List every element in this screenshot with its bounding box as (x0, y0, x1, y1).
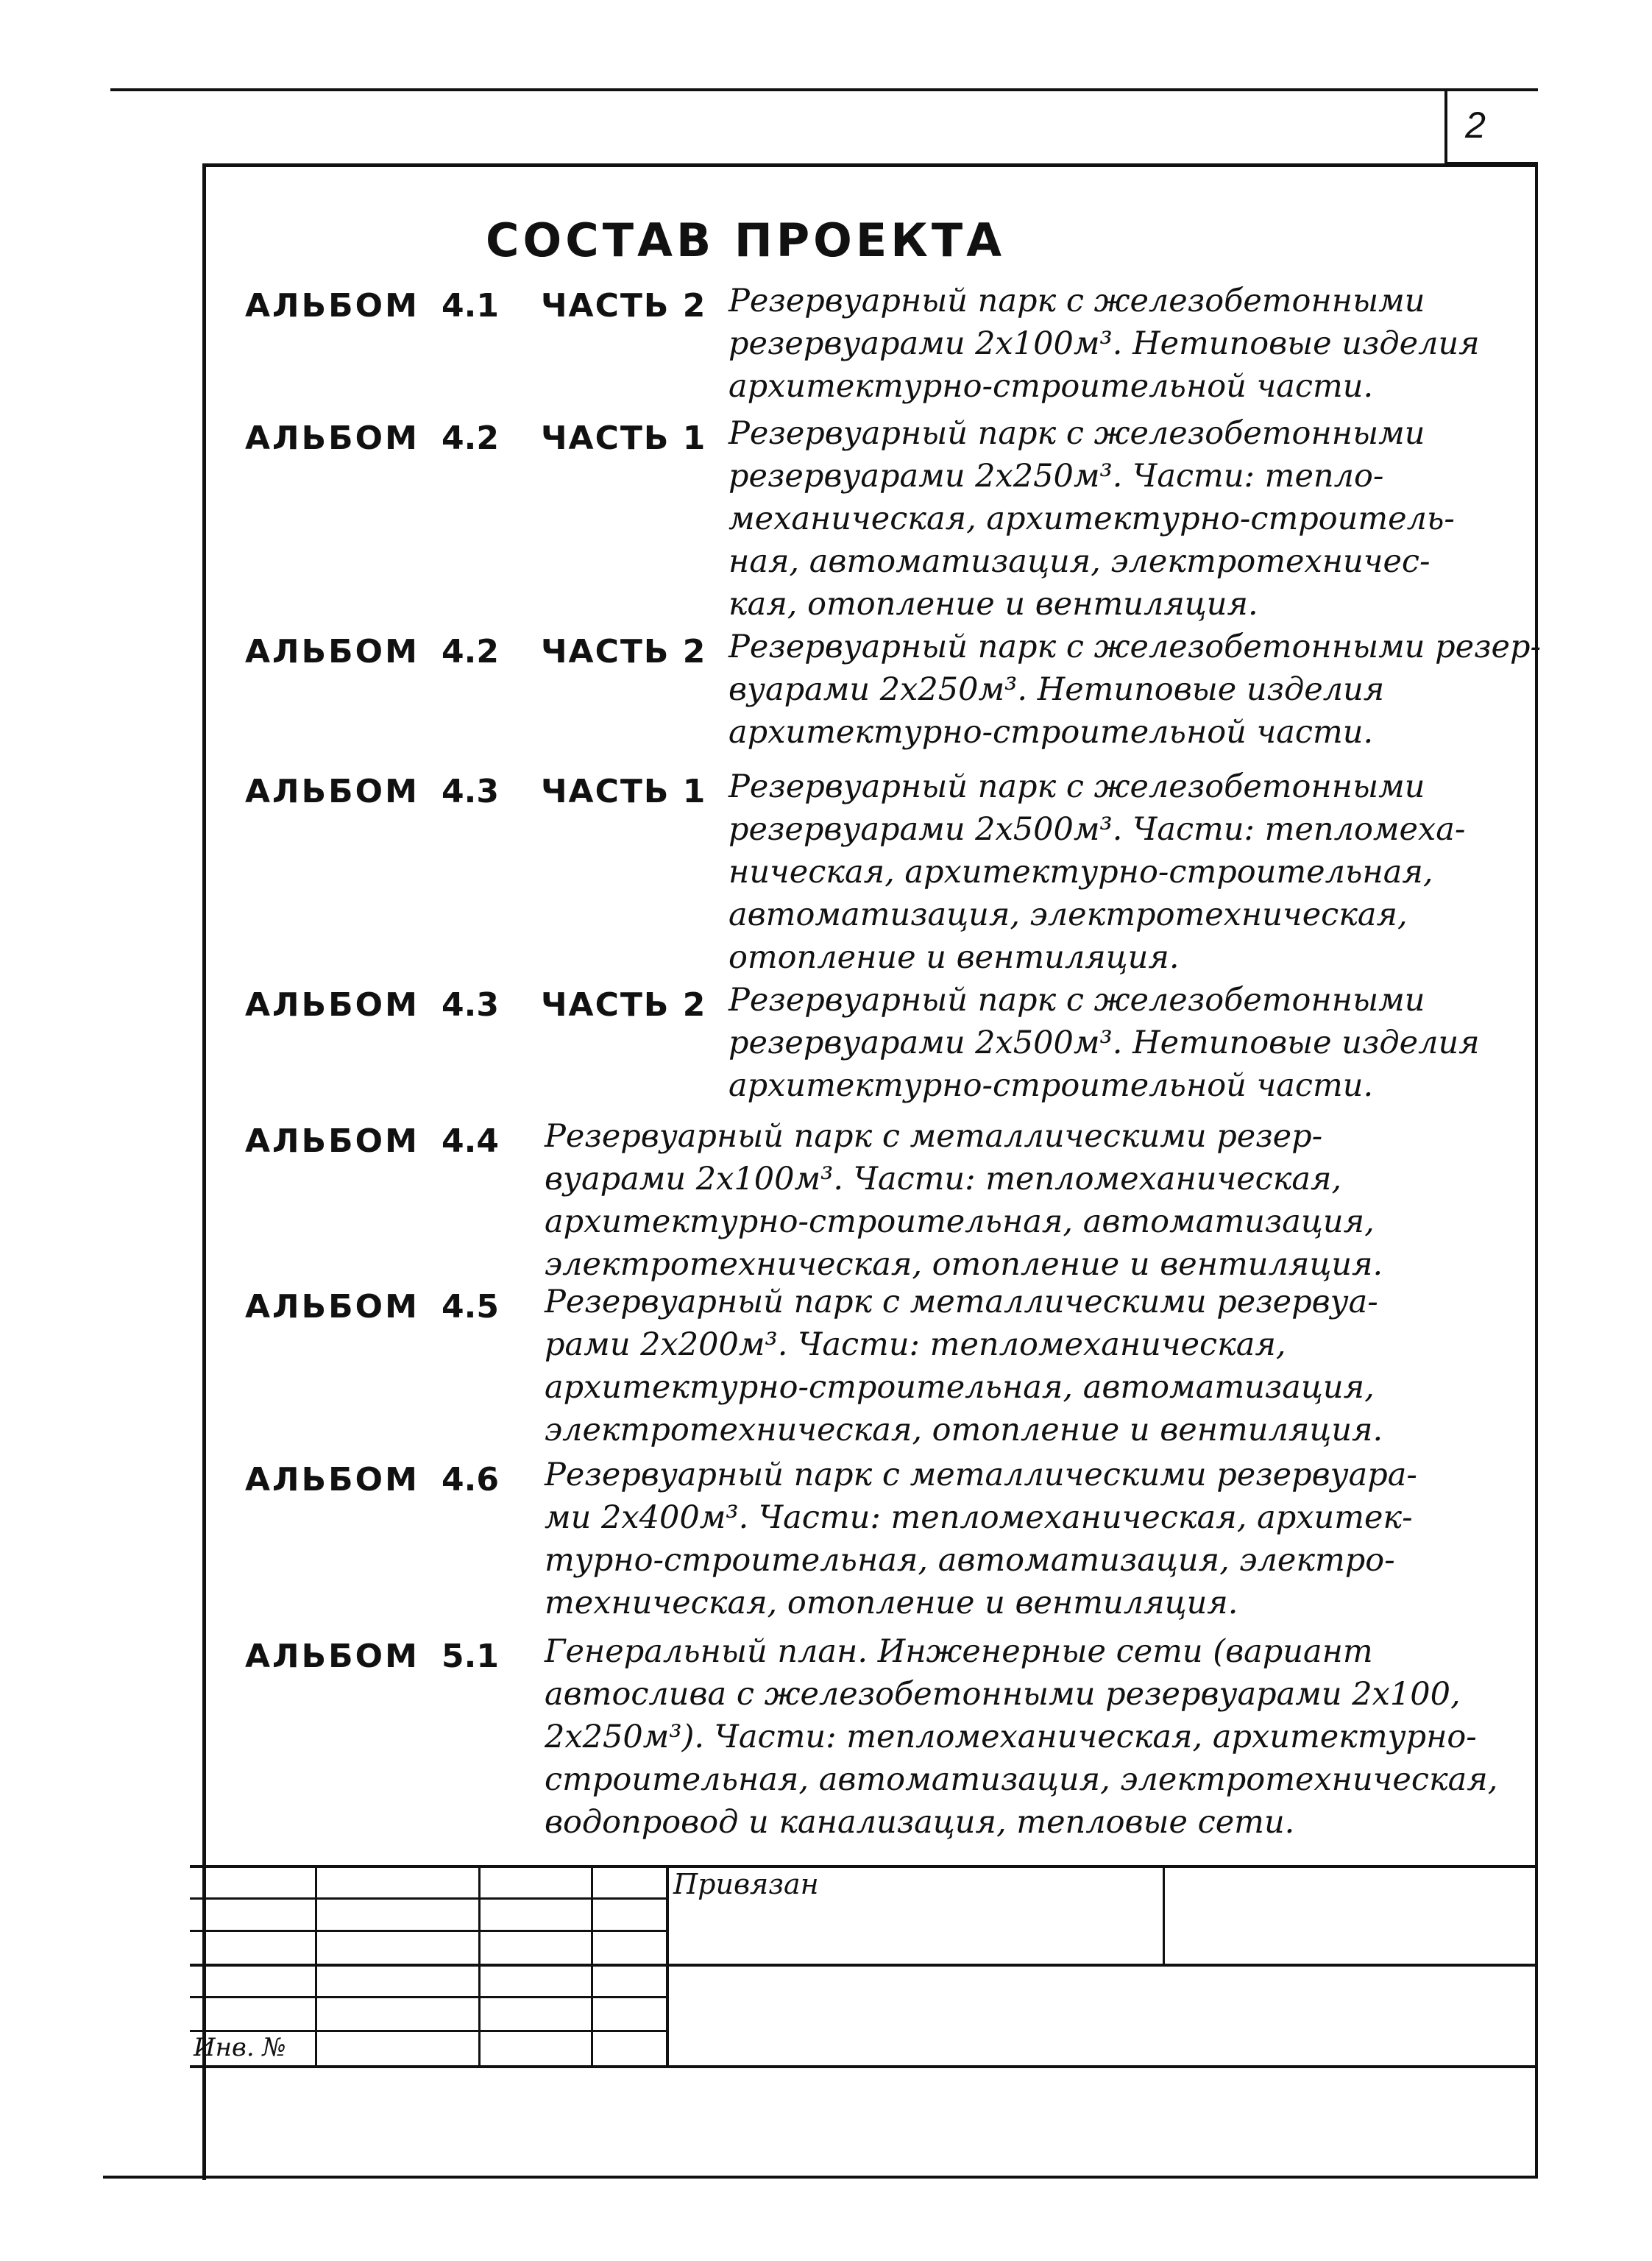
album-number: 4.3 (442, 773, 499, 810)
description-line: Генеральный план. Инженерные сети (вариант (545, 1633, 1373, 1670)
bound-label: Привязан (673, 1868, 819, 1900)
description-line: резервуарами 2х500м³. Части: тепломеха- (728, 811, 1466, 848)
stamp-col-2 (478, 1865, 481, 2067)
description-line: автоматизация, электротехническая, (728, 896, 1408, 933)
description-line: резервуарами 2х250м³. Части: тепло- (728, 458, 1384, 495)
album-number: 4.4 (442, 1122, 499, 1160)
album-label: АЛЬБОМ (245, 287, 419, 325)
description-line: вуарами 2х100м³. Части: тепломеханическая, (545, 1161, 1342, 1197)
frame-top (202, 163, 1538, 167)
description-line: рами 2х200м³. Части: тепломеханическая, (545, 1326, 1286, 1363)
stamp-row-5 (190, 2030, 668, 2032)
description-line: кая, отопление и вентиляция. (728, 586, 1258, 623)
album-description (728, 979, 1480, 1107)
album-description (728, 765, 1465, 979)
top-border-line (110, 88, 1538, 91)
album-label: АЛЬБОМ (245, 420, 419, 457)
description-line: вуарами 2х250м³. Нетиповые изделия (728, 671, 1385, 708)
description-line: Резервуарный парк с железобетонными (728, 768, 1425, 805)
description-line: ная, автоматизация, электротехничес- (728, 543, 1431, 580)
album-number: 4.2 (442, 633, 499, 670)
album-number: 4.6 (442, 1461, 499, 1499)
part-label: ЧАСТЬ 2 (541, 986, 707, 1024)
description-line: 2х250м³). Части: тепломеханическая, архитектурно- (545, 1719, 1477, 1755)
description-line: Резервуарный парк с металлическими резер- (545, 1118, 1323, 1155)
description-line: турно-строительная, автоматизация, электро- (545, 1542, 1395, 1579)
right-edge-line (1535, 162, 1538, 2179)
stamp-top-line (190, 1865, 1538, 1868)
album-number: 4.1 (442, 287, 499, 325)
part-label: ЧАСТЬ 1 (541, 773, 707, 810)
description-line: техническая, отопление и вентиляция. (545, 1585, 1238, 1621)
frame-left (202, 163, 206, 2180)
stamp-col-1 (315, 1865, 317, 2067)
album-label: АЛЬБОМ (245, 1638, 419, 1675)
description-line: строительная, автоматизация, электротехническая, (545, 1761, 1498, 1798)
description-line: ническая, архитектурно-строительная, (728, 854, 1433, 891)
album-description (728, 626, 1541, 754)
album-label: АЛЬБОМ (245, 773, 419, 810)
part-label: ЧАСТЬ 2 (541, 287, 707, 325)
part-label: ЧАСТЬ 2 (541, 633, 707, 670)
album-number: 4.2 (442, 420, 499, 457)
page-title: СОСТАВ ПРОЕКТА (486, 213, 1006, 267)
album-number: 5.1 (442, 1638, 499, 1675)
sheet-number: 2 (1465, 105, 1486, 146)
album-description (545, 1630, 1497, 1844)
album-number: 4.3 (442, 986, 499, 1024)
description-line: Резервуарный парк с железобетонными резер- (728, 629, 1542, 665)
stamp-col-5 (1163, 1865, 1165, 1965)
stamp-col-4 (666, 1865, 669, 2067)
description-line: электротехническая, отопление и вентиляция. (545, 1246, 1383, 1283)
description-line: механическая, архитектурно-строитель- (728, 500, 1455, 537)
description-line: Резервуарный парк с металлическими резервуа- (545, 1284, 1378, 1320)
album-label: АЛЬБОМ (245, 633, 419, 670)
bottom-edge-line (103, 2176, 1538, 2179)
inventory-number-label: Инв. № (194, 2033, 286, 2062)
description-line: архитектурно-строительная, автоматизация, (545, 1203, 1375, 1240)
album-description (545, 1454, 1417, 1624)
album-description (545, 1281, 1383, 1451)
album-label: АЛЬБОМ (245, 1122, 419, 1160)
album-number: 4.5 (442, 1288, 499, 1326)
stamp-col-3 (591, 1865, 593, 2067)
stamp-row-2 (190, 1930, 668, 1932)
part-label: ЧАСТЬ 1 (541, 420, 707, 457)
description-line: резервуарами 2х100м³. Нетиповые изделия (728, 325, 1480, 362)
album-description (728, 280, 1480, 408)
stamp-bottom-line (190, 2065, 1538, 2068)
description-line: ми 2х400м³. Части: тепломеханическая, архитек- (545, 1499, 1413, 1536)
album-label: АЛЬБОМ (245, 1461, 419, 1499)
description-line: электротехническая, отопление и вентиляция. (545, 1412, 1383, 1448)
album-description (545, 1115, 1383, 1286)
stamp-row-1 (190, 1897, 668, 1900)
album-label: АЛЬБОМ (245, 1288, 419, 1326)
description-line: архитектурно-строительной части. (728, 368, 1374, 405)
description-line: архитектурно-строительной части. (728, 1067, 1374, 1104)
album-label: АЛЬБОМ (245, 986, 419, 1024)
description-line: автослива с железобетонными резервуарами 2х100, (545, 1676, 1461, 1713)
album-description (728, 412, 1455, 626)
description-line: отопление и вентиляция. (728, 939, 1180, 976)
description-line: резервуарами 2х500м³. Нетиповые изделия (728, 1025, 1480, 1061)
stamp-row-4 (190, 1996, 668, 1998)
stamp-row-3 (190, 1964, 1538, 1967)
description-line: Резервуарный парк с железобетонными (728, 283, 1425, 319)
description-line: Резервуарный парк с железобетонными (728, 415, 1425, 452)
description-line: Резервуарный парк с железобетонными (728, 982, 1425, 1019)
description-line: архитектурно-строительной части. (728, 714, 1374, 751)
description-line: Резервуарный парк с металлическими резервуара- (545, 1457, 1417, 1493)
description-line: архитектурно-строительная, автоматизация, (545, 1369, 1375, 1406)
description-line: водопровод и канализация, тепловые сети. (545, 1804, 1295, 1841)
